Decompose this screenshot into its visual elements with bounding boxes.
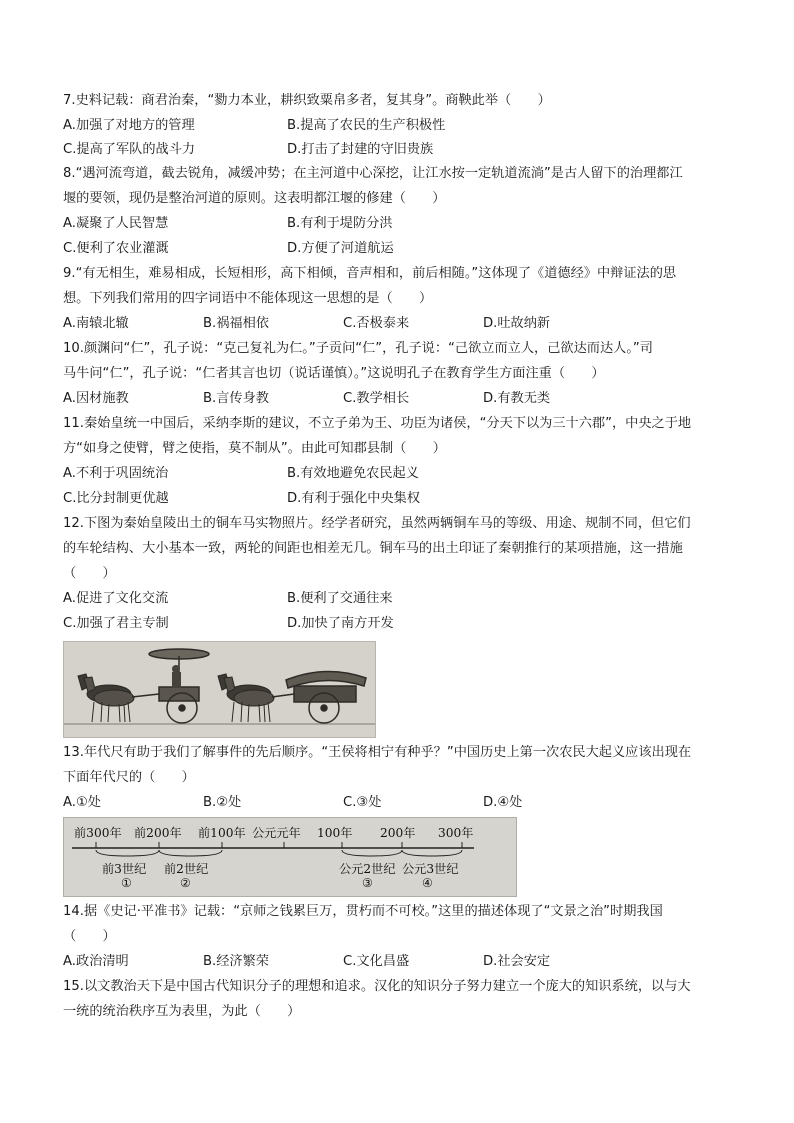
- timeline-year-label: 300年: [438, 826, 474, 840]
- q14-option-c: C.文化昌盛: [343, 954, 410, 969]
- timeline-century-label: 公元2世纪: [339, 862, 396, 876]
- q15-stem-line1: 15.以文教治天下是中国古代知识分子的理想和追求。汉化的知识分子努力建立一个庞大的知识系统，以与大: [63, 979, 691, 994]
- q12-stem-line1: 12.下图为秦始皇陵出土的铜车马实物照片。经学者研究，虽然两辆铜车马的等级、用途、规制不同，但它们: [63, 516, 691, 531]
- q8-option-d: D.方便了河道航运: [287, 241, 394, 256]
- q10-option-d: D.有教无类: [483, 391, 551, 406]
- q8-option-a: A.凝聚了人民智慧: [63, 216, 169, 231]
- q12-option-a: A.促进了文化交流: [63, 591, 169, 606]
- q11-option-d: D.有利于强化中央集权: [287, 491, 421, 506]
- q11-stem-line2: 方“如身之使臂，臂之使指，莫不制从”。由此可知郡县制（ ）: [63, 441, 446, 456]
- timeline-century-label: 前2世纪: [164, 862, 209, 876]
- q11-option-b: B.有效地避免农民起义: [287, 466, 419, 481]
- q14-stem-line2: （ ）: [63, 929, 116, 944]
- bronze-chariots-illustration: [64, 642, 375, 737]
- timeline-year-label: 200年: [380, 826, 416, 840]
- q13-stem-line2: 下面年代尺的（ ）: [63, 770, 195, 785]
- q10-stem-line1: 10.颜渊问“仁”，孔子说：“克己复礼为仁。”子贡问“仁”，孔子说：“己欲立而立人，己欲达而达人。”司: [63, 341, 653, 356]
- q8-stem-line2: 堰的要领，现仍是整治河道的原则。这表明都江堰的修建（ ）: [63, 191, 446, 206]
- bronze-chariots-photo: [63, 641, 376, 738]
- q8-stem-line1: 8.“遇河流弯道，截去锐角，减缓冲势；在主河道中心深挖，让江水按一定轨道流淌”是古人留下的治理都江: [63, 166, 683, 181]
- timeline-year-label: 前100年: [198, 826, 246, 840]
- q7-option-d: D.打击了封建的守旧贵族: [287, 142, 434, 157]
- q9-option-d: D.吐故纳新: [483, 316, 551, 331]
- q13-option-b: B.②处: [203, 795, 242, 810]
- q8-option-c: C.便利了农业灌溉: [63, 241, 169, 256]
- q12-stem-line3: （ ）: [63, 566, 116, 581]
- q10-stem-line2: 马牛问“仁”，孔子说：“仁者其言也切（说话谨慎）。”这说明孔子在教育学生方面注重（ ）: [63, 366, 605, 381]
- timeline-year-label: 公元元年: [252, 826, 301, 840]
- q11-stem-line1: 11.秦始皇统一中国后，采纳李斯的建议，不立子弟为王、功臣为诸侯，“分天下以为三十六郡”，中央之于地: [63, 416, 692, 431]
- q11-option-a: A.不利于巩固统治: [63, 466, 169, 481]
- q14-option-b: B.经济繁荣: [203, 954, 269, 969]
- q10-option-c: C.教学相长: [343, 391, 410, 406]
- q11-option-c: C.比分封制更优越: [63, 491, 169, 506]
- q12-option-b: B.便利了交通往来: [287, 591, 393, 606]
- timeline-ruler: [63, 817, 517, 897]
- q9-option-c: C.否极泰来: [343, 316, 410, 331]
- q12-option-c: C.加强了君主专制: [63, 616, 169, 631]
- q13-option-a: A.①处: [63, 795, 101, 810]
- timeline-year-label: 前200年: [134, 826, 182, 840]
- q10-option-a: A.因材施教: [63, 391, 129, 406]
- timeline-century-label: 公元3世纪: [402, 862, 459, 876]
- q13-stem-line1: 13.年代尺有助于我们了解事件的先后顺序。“王侯将相宁有种乎？”中国历史上第一次农民大起义应该出现在: [63, 745, 692, 760]
- q14-option-d: D.社会安定: [483, 954, 551, 969]
- q14-option-a: A.政治清明: [63, 954, 129, 969]
- q13-option-d: D.④处: [483, 795, 523, 810]
- q9-stem-line1: 9.“有无相生，难易相成，长短相形，高下相倾，音声相和，前后相随。”这体现了《道德经》中辩证法的思: [63, 266, 677, 281]
- q13-option-c: C.③处: [343, 795, 382, 810]
- timeline-marker-1: ①: [121, 876, 132, 890]
- q9-stem-line2: 想。下列我们常用的四字词语中不能体现这一思想的是（ ）: [63, 291, 433, 306]
- q8-option-b: B.有利于堤防分洪: [287, 216, 393, 231]
- q7-option-c: C.提高了军队的战斗力: [63, 142, 196, 157]
- q15-stem-line2: 一统的统治秩序互为表里，为此（ ）: [63, 1004, 301, 1019]
- q12-stem-line2: 的车轮结构、大小基本一致，两轮的间距也相差无几。铜车马的出土印证了秦朝推行的某项措施，这一措施: [63, 541, 683, 556]
- timeline-century-label: 前3世纪: [102, 862, 147, 876]
- timeline-marker-3: ③: [362, 876, 373, 890]
- timeline-year-label: 100年: [317, 826, 353, 840]
- q9-option-b: B.祸福相依: [203, 316, 269, 331]
- timeline-marker-2: ②: [180, 876, 191, 890]
- q14-stem-line1: 14.据《史记·平准书》记载：“京师之钱累巨万，贯朽而不可校。”这里的描述体现了“文景之治”时期我国: [63, 904, 663, 919]
- q12-option-d: D.加快了南方开发: [287, 616, 394, 631]
- q10-option-b: B.言传身教: [203, 391, 269, 406]
- q9-option-a: A.南辕北辙: [63, 316, 129, 331]
- timeline-marker-4: ④: [422, 876, 433, 890]
- q7-option-b: B.提高了农民的生产积极性: [287, 118, 446, 133]
- timeline-year-label: 前300年: [74, 826, 122, 840]
- q7-option-a: A.加强了对地方的管理: [63, 118, 195, 133]
- q7-stem: 7.史料记载：商君治秦，“勠力本业，耕织致粟帛多者，复其身”。商鞅此举（ ）: [63, 93, 551, 108]
